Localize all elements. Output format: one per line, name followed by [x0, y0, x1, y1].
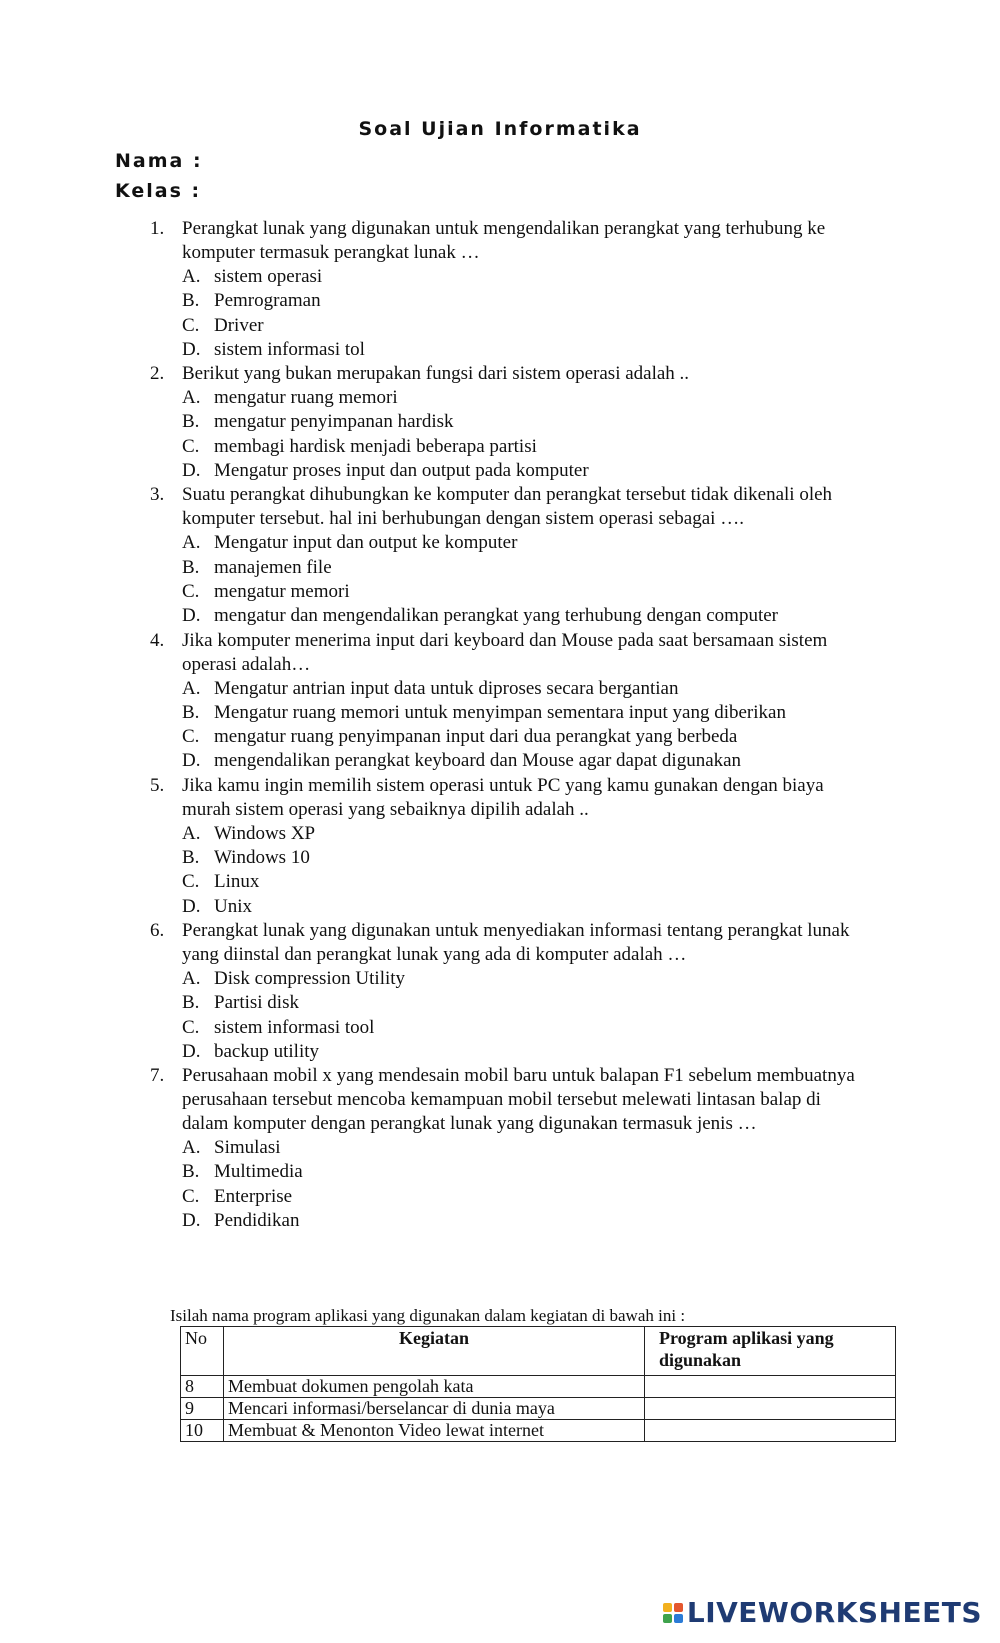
option-letter: B. [182, 701, 200, 723]
answer-option[interactable] [150, 314, 870, 338]
question-text: Suatu perangkat dihubungkan ke komputer dan perangkat tersebut tidak dikenali oleh komputer tersebut. hal ini berhubungan dengan sistem operasi sebagai …. [182, 484, 833, 530]
question-number: 2. [150, 363, 165, 385]
question-text: Jika komputer menerima input dari keyboard dan Mouse pada saat bersamaan sistem operasi adalah… [182, 629, 828, 675]
option-letter: B. [182, 290, 200, 312]
answer-table [180, 1326, 896, 1442]
liveworksheets-brand [663, 1596, 982, 1629]
row-kegiatan: Membuat dokumen pengolah kata [224, 1376, 645, 1398]
answer-option[interactable] [150, 967, 870, 991]
answer-option[interactable] [150, 289, 870, 313]
option-text: Linux [214, 871, 260, 893]
option-letter: B. [182, 556, 200, 578]
question-item [150, 217, 870, 362]
option-text: membagi hardisk menjadi beberapa partisi [214, 435, 537, 457]
option-letter: A. [182, 1137, 201, 1159]
question-text: Perangkat lunak yang digunakan untuk mengendalikan perangkat yang terhubung ke komputer termasuk perangkat lunak … [182, 218, 826, 263]
option-text: Simulasi [214, 1137, 281, 1159]
option-text: mengatur memori [214, 580, 350, 602]
option-text: Mengatur proses input dan output pada komputer [214, 460, 589, 482]
option-text: Disk compression Utility [214, 967, 406, 989]
option-letter: D. [182, 1040, 201, 1062]
question-text: Perangkat lunak yang digunakan untuk menyediakan informasi tentang perangkat lunak yang diinstal dan perangkat lunak yang ada di komputer adalah … [182, 919, 850, 965]
question-list [150, 217, 870, 1233]
answer-option[interactable] [150, 265, 870, 289]
question-number: 7. [150, 1065, 165, 1087]
answer-option[interactable] [150, 604, 870, 628]
option-letter: C. [182, 871, 200, 893]
answer-option[interactable] [150, 338, 870, 362]
option-letter: D. [182, 1210, 201, 1232]
question-text: Jika kamu ingin memilih sistem operasi untuk PC yang kamu gunakan dengan biaya murah sistem operasi yang sebaiknya dipilih adalah .. [182, 774, 824, 820]
option-letter: B. [182, 411, 200, 433]
logo-tile [674, 1603, 683, 1612]
row-program-answer[interactable] [645, 1398, 896, 1420]
header-kegiatan: Kegiatan [224, 1327, 645, 1376]
option-text: Enterprise [214, 1185, 293, 1207]
option-text: Windows XP [214, 822, 316, 844]
option-text: sistem operasi [214, 266, 323, 287]
answer-option[interactable] [150, 1160, 870, 1184]
option-letter: B. [182, 1161, 200, 1183]
question-item [150, 774, 870, 919]
option-letter: C. [182, 580, 200, 602]
option-list [150, 677, 870, 774]
option-text: mengatur dan mengendalikan perangkat yang terhubung dengan computer [214, 605, 778, 627]
option-text: mengendalikan perangkat keyboard dan Mouse agar dapat digunakan [214, 750, 742, 772]
option-list [150, 265, 870, 362]
answer-option[interactable] [150, 822, 870, 846]
option-letter: C. [182, 726, 200, 748]
row-no: 8 [181, 1376, 224, 1398]
question-number: 5. [150, 774, 165, 796]
brand-name: LIVEWORKSHEETS [686, 1596, 982, 1629]
option-letter: B. [182, 847, 200, 869]
row-kegiatan: Mencari informasi/berselancar di dunia maya [224, 1398, 645, 1420]
answer-option[interactable] [150, 410, 870, 434]
option-text: Partisi disk [214, 992, 299, 1014]
question-number: 4. [150, 629, 165, 651]
table-instruction: Isilah nama program aplikasi yang digunakan dalam kegiatan di bawah ini : [170, 1306, 686, 1325]
row-program-answer[interactable] [645, 1376, 896, 1398]
option-letter: D. [182, 338, 201, 360]
header-no: No [181, 1327, 224, 1376]
answer-option[interactable] [150, 991, 870, 1015]
logo-tile [663, 1603, 672, 1612]
row-no: 9 [181, 1398, 224, 1420]
option-letter: C. [182, 1185, 200, 1207]
question-item [150, 483, 870, 628]
row-kegiatan: Membuat & Menonton Video lewat internet [224, 1420, 645, 1442]
liveworksheets-logo-icon [663, 1603, 683, 1623]
question-item [150, 1064, 870, 1233]
option-text: Mengatur input dan output ke komputer [214, 532, 518, 554]
answer-option[interactable] [150, 1185, 870, 1209]
answer-option[interactable] [150, 677, 870, 701]
option-text: Pendidikan [214, 1210, 300, 1232]
option-text: sistem informasi tool [214, 1016, 375, 1038]
question-number: 1. [150, 218, 165, 239]
option-letter: D. [182, 895, 201, 917]
table-header-row [181, 1327, 896, 1376]
option-letter: C. [182, 314, 200, 336]
question-text: Berikut yang bukan merupakan fungsi dari sistem operasi adalah .. [182, 363, 690, 385]
answer-option[interactable] [150, 531, 870, 555]
option-text: mengatur ruang penyimpanan input dari dua perangkat yang berbeda [214, 726, 738, 748]
option-letter: D. [182, 460, 201, 482]
row-no: 10 [181, 1420, 224, 1442]
option-letter: A. [182, 532, 201, 554]
answer-option[interactable] [150, 749, 870, 773]
option-text: Multimedia [214, 1161, 303, 1183]
question-item [150, 362, 870, 483]
answer-option[interactable] [150, 895, 870, 919]
option-list [150, 386, 870, 483]
kelas-field-label: Kelas : [115, 180, 202, 202]
option-text: mengatur penyimpanan hardisk [214, 411, 454, 433]
table-row [181, 1376, 896, 1398]
table-row [181, 1398, 896, 1420]
answer-option[interactable] [150, 870, 870, 894]
logo-tile [663, 1614, 672, 1623]
option-text: backup utility [214, 1040, 320, 1062]
option-letter: A. [182, 967, 201, 989]
option-list [150, 967, 870, 1064]
option-list [150, 531, 870, 628]
option-text: Driver [214, 314, 264, 336]
question-item [150, 629, 870, 774]
option-letter: A. [182, 822, 201, 844]
option-text: Pemrograman [214, 290, 321, 312]
question-text: Perusahaan mobil x yang mendesain mobil baru untuk balapan F1 sebelum membuatnya perusahaan tersebut mencoba kemampuan mobil tersebut melewati lintasan balap di dalam komputer dengan perangkat lunak yang digunakan termasuk jenis … [182, 1065, 855, 1135]
question-number: 6. [150, 919, 165, 941]
answer-option[interactable] [150, 1040, 870, 1064]
option-text: manajemen file [214, 556, 332, 578]
answer-option[interactable] [150, 1016, 870, 1040]
option-letter: C. [182, 435, 200, 457]
table-row [181, 1420, 896, 1442]
question-item [150, 919, 870, 1064]
option-text: Mengatur antrian input data untuk diproses secara bergantian [214, 677, 679, 699]
option-letter: A. [182, 266, 201, 287]
option-letter: D. [182, 605, 201, 627]
answer-option[interactable] [150, 725, 870, 749]
option-letter: D. [182, 750, 201, 772]
option-list [150, 822, 870, 919]
answer-option[interactable] [150, 459, 870, 483]
option-text: Mengatur ruang memori untuk menyimpan sementara input yang diberikan [214, 701, 786, 723]
option-text: mengatur ruang memori [214, 387, 398, 409]
logo-tile [674, 1614, 683, 1623]
option-letter: A. [182, 387, 201, 409]
page-title: Soal Ujian Informatika [358, 118, 642, 140]
answer-option[interactable] [150, 580, 870, 604]
option-text: Unix [214, 895, 252, 917]
answer-option[interactable] [150, 846, 870, 870]
option-text: sistem informasi tol [214, 338, 365, 360]
nama-field-label: Nama : [115, 150, 203, 172]
option-letter: B. [182, 992, 200, 1014]
answer-option[interactable] [150, 701, 870, 725]
option-letter: C. [182, 1016, 200, 1038]
answer-option[interactable] [150, 1136, 870, 1160]
answer-option[interactable] [150, 435, 870, 459]
option-text: Windows 10 [214, 847, 310, 869]
header-program: Program aplikasi yang digunakan [645, 1327, 896, 1376]
option-list [150, 1136, 870, 1233]
question-number: 3. [150, 484, 165, 506]
answer-option[interactable] [150, 556, 870, 580]
option-letter: A. [182, 677, 201, 699]
answer-option[interactable] [150, 1209, 870, 1233]
row-program-answer[interactable] [645, 1420, 896, 1442]
answer-option[interactable] [150, 386, 870, 410]
